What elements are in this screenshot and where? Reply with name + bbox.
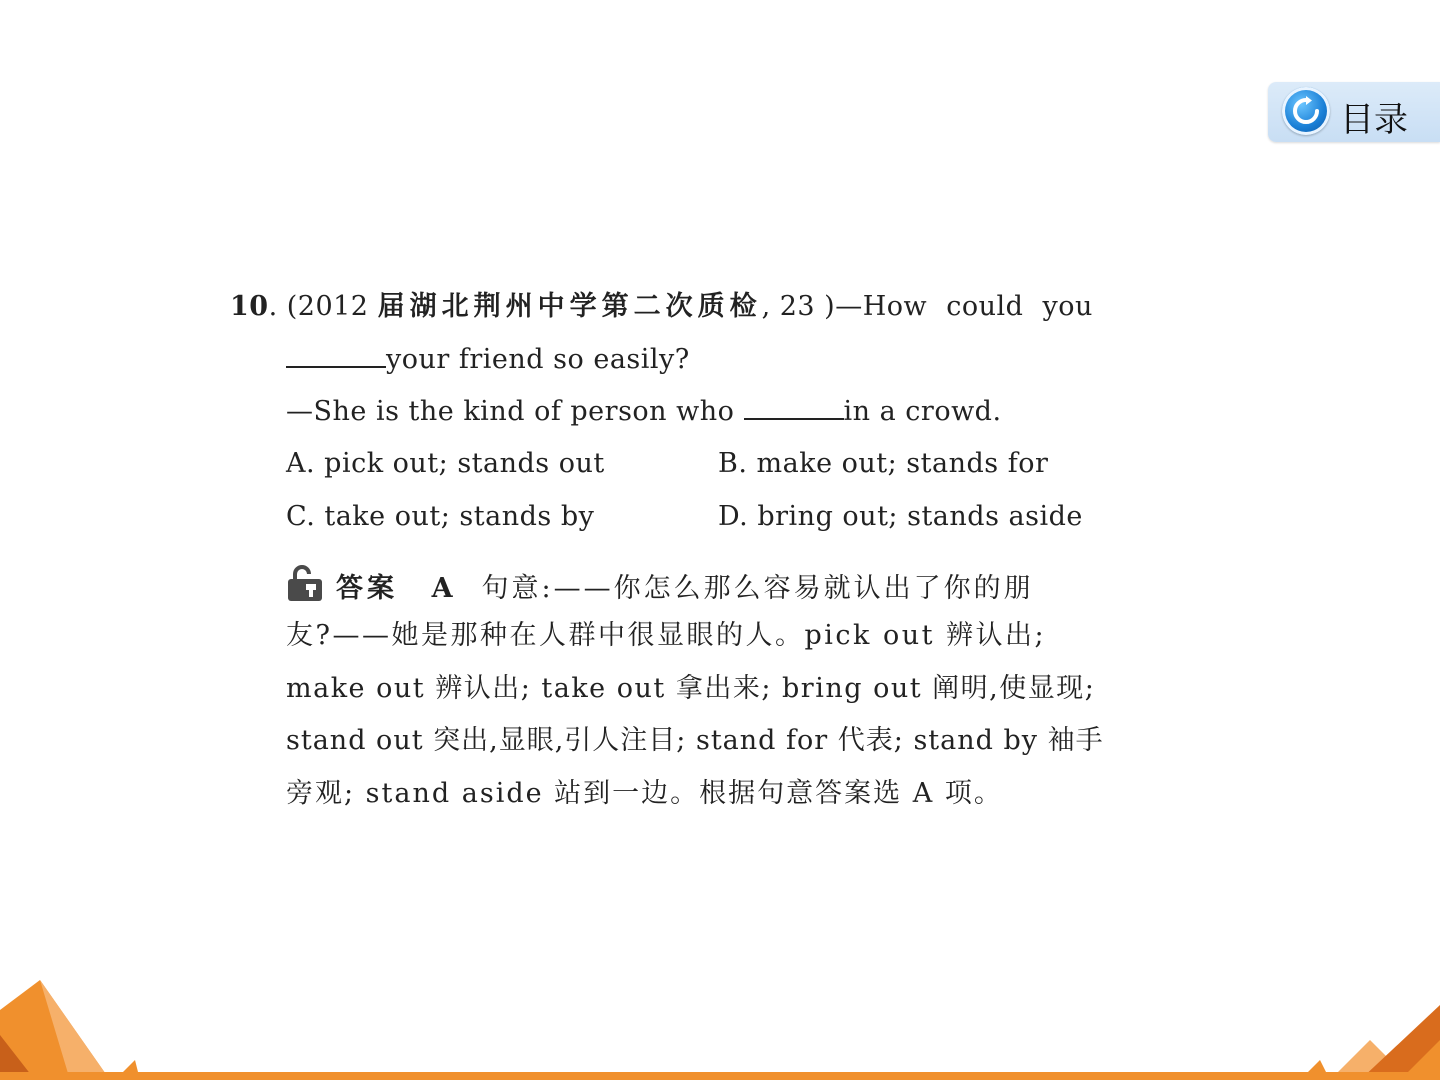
source-close: , 23 )	[761, 291, 836, 322]
answer-explanation-1: 句意:——你怎么那么容易就认出了你的朋	[481, 573, 1034, 604]
contents-button[interactable]	[1268, 82, 1440, 142]
left-corner-decoration	[0, 980, 160, 1080]
right-corner-decoration	[1290, 980, 1440, 1080]
stem-line-3-tail: in a crowd.	[843, 396, 1002, 427]
question-line-1	[230, 290, 1093, 324]
contents-label: 目录	[1340, 100, 1408, 140]
answer-line-2: 友?——她是那种在人群中很显眼的人。pick out 辨认出;	[286, 620, 1047, 651]
option-d: D. bring out; stands aside	[718, 501, 1083, 532]
answer-line-1	[286, 565, 1034, 612]
answer-blank-2	[744, 394, 844, 420]
option-a: A. pick out; stands out	[286, 448, 605, 479]
answer-line-4: stand out 突出,显眼,引人注目; stand for 代表; stand by 袖手	[286, 725, 1104, 756]
bottom-bar	[0, 1072, 1440, 1080]
question-source: 届湖北荆州中学第二次质检	[377, 291, 762, 322]
option-b: B. make out; stands for	[718, 448, 1049, 479]
stem-line-3-head: —She is the kind of person who	[286, 396, 744, 427]
source-open: . (2012	[268, 291, 378, 322]
answer-letter: A	[431, 573, 456, 604]
answer-line-5: 旁观; stand aside 站到一边。根据句意答案选 A 项。	[286, 778, 1003, 809]
answer-line-3: make out 辨认出; take out 拿出来; bring out 阐明,使显现;	[286, 673, 1096, 704]
question-number: 10	[230, 291, 269, 322]
lock-icon	[286, 565, 324, 612]
answer-blank-1	[286, 342, 386, 368]
answer-label: 答案	[336, 573, 398, 604]
refresh-icon	[1282, 87, 1330, 135]
stem-line-2: your friend so easily?	[386, 344, 690, 375]
question-line-3	[286, 394, 1002, 429]
stem-line-1: —How could you	[835, 291, 1093, 322]
option-c: C. take out; stands by	[286, 501, 595, 532]
question-line-2	[286, 342, 690, 377]
